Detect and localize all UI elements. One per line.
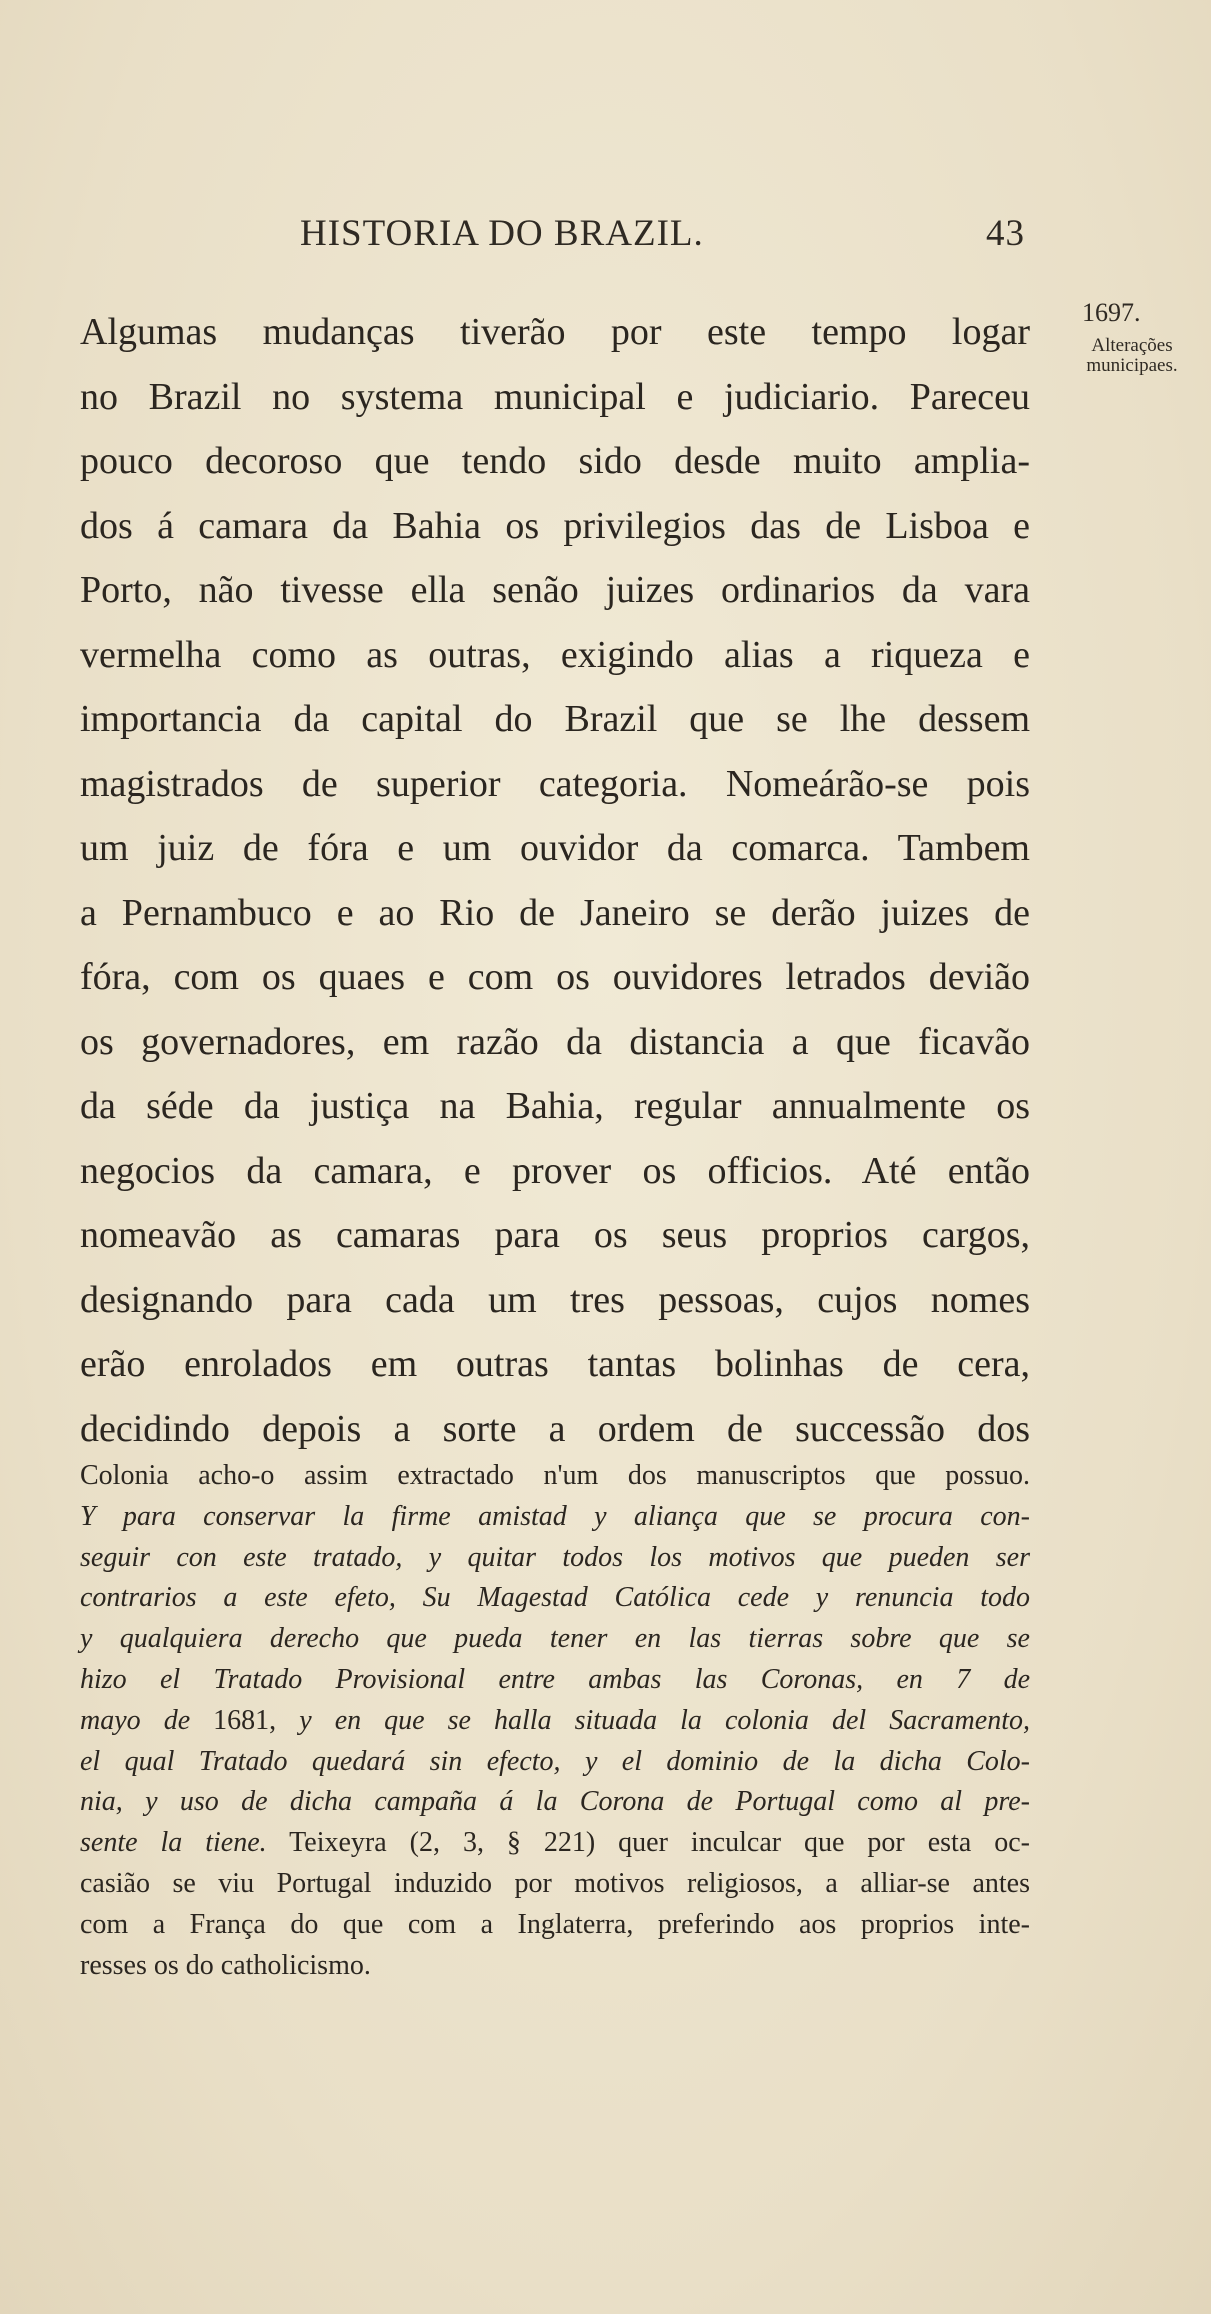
- body-line: designando para cada um tres pessoas, cujos nomes: [80, 1278, 1030, 1321]
- footnote-line: resses os do catholicismo.: [80, 1949, 371, 1981]
- footnote-line: [80, 1701, 1030, 1742]
- footnote-line: com a França do que com a Inglaterra, preferindo aos proprios inte-: [80, 1908, 1030, 1940]
- page-number: 43: [986, 213, 1025, 254]
- body-line: dos á camara da Bahia os privilegios das de Lisboa e: [80, 504, 1030, 547]
- body-line: vermelha como as outras, exigindo alias a riqueza e: [80, 633, 1030, 676]
- margin-year: 1697.: [1082, 298, 1141, 327]
- footnote-line: hizo el Tratado Provisional entre ambas las Coronas, en 7 de: [80, 1663, 1030, 1695]
- margin-note-line: municipaes.: [1086, 355, 1178, 376]
- margin-note: [1062, 336, 1202, 376]
- body-line: Porto, não tivesse ella senão juizes ordinarios da vara: [80, 569, 1030, 611]
- footnote-line: y qualquiera derecho que pueda tener en las tierras sobre que se: [80, 1623, 1030, 1655]
- body-line: a Pernambuco e ao Rio de Janeiro se derão juizes de: [80, 891, 1030, 934]
- body-line: pouco decoroso que tendo sido desde muito amplia-: [80, 440, 1030, 482]
- footnote-line: Y para conservar la firme amistad y aliança que se procura con-: [80, 1500, 1030, 1532]
- body-line: Algumas mudanças tiverão por este tempo logar: [80, 311, 1030, 353]
- footnote-italic-text: y en que se halla situada la colonia del Sacramento,: [299, 1704, 1030, 1736]
- footnote-italic-text: sente la tiene.: [80, 1827, 267, 1859]
- body-line: um juiz de fóra e um ouvidor da comarca. Tambem: [80, 827, 1030, 869]
- footnote: [80, 1456, 1030, 1986]
- body-line: os governadores, em razão da distancia a que ficavão: [80, 1020, 1030, 1063]
- footnote-line: nia, y uso de dicha campaña á la Corona de Portugal como al pre-: [80, 1786, 1030, 1818]
- footnote-italic-text: mayo de: [80, 1704, 191, 1736]
- footnote-line: contrarios a este efeto, Su Magestad Católica cede y renuncia todo: [80, 1582, 1030, 1614]
- body-line: nomeavão as camaras para os seus proprios cargos,: [80, 1214, 1030, 1256]
- footnote-text: Teixeyra (2, 3, § 221) quer inculcar que por esta oc-: [266, 1827, 1030, 1859]
- body-line: erão enrolados em outras tantas bolinhas de cera,: [80, 1343, 1030, 1385]
- body-text: [80, 300, 1030, 1461]
- body-line: da séde da justiça na Bahia, regular annualmente os: [80, 1085, 1030, 1127]
- body-line: fóra, com os quaes e com os ouvidores letrados devião: [80, 956, 1030, 998]
- footnote-line: el qual Tratado quedará sin efecto, y el dominio de la dicha Colo-: [80, 1745, 1030, 1777]
- body-line: magistrados de superior categoria. Nomeárão-se pois: [80, 762, 1030, 805]
- margin-note-line: Alterações: [1091, 335, 1173, 356]
- footnote-line: seguir con este tratado, y quitar todos los motivos que pueden ser: [80, 1541, 1030, 1573]
- footnote-line: [80, 1823, 1030, 1864]
- body-line: decidindo depois a sorte a ordem de successão dos: [80, 1407, 1030, 1450]
- body-line: no Brazil no systema municipal e judiciario. Pareceu: [80, 375, 1030, 418]
- footnote-year: 1681,: [190, 1704, 300, 1736]
- running-title: HISTORIA DO BRAZIL.: [300, 213, 704, 254]
- body-line: importancia da capital do Brazil que se lhe dessem: [80, 698, 1030, 740]
- footnote-line: casião se viu Portugal induzido por motivos religiosos, a alliar-se antes: [80, 1867, 1030, 1899]
- footnote-line: Colonia acho-o assim extractado n'um dos manuscriptos que possuo.: [80, 1460, 1030, 1491]
- running-header: [300, 212, 1025, 268]
- body-line: negocios da camara, e prover os officios. Até então: [80, 1149, 1030, 1192]
